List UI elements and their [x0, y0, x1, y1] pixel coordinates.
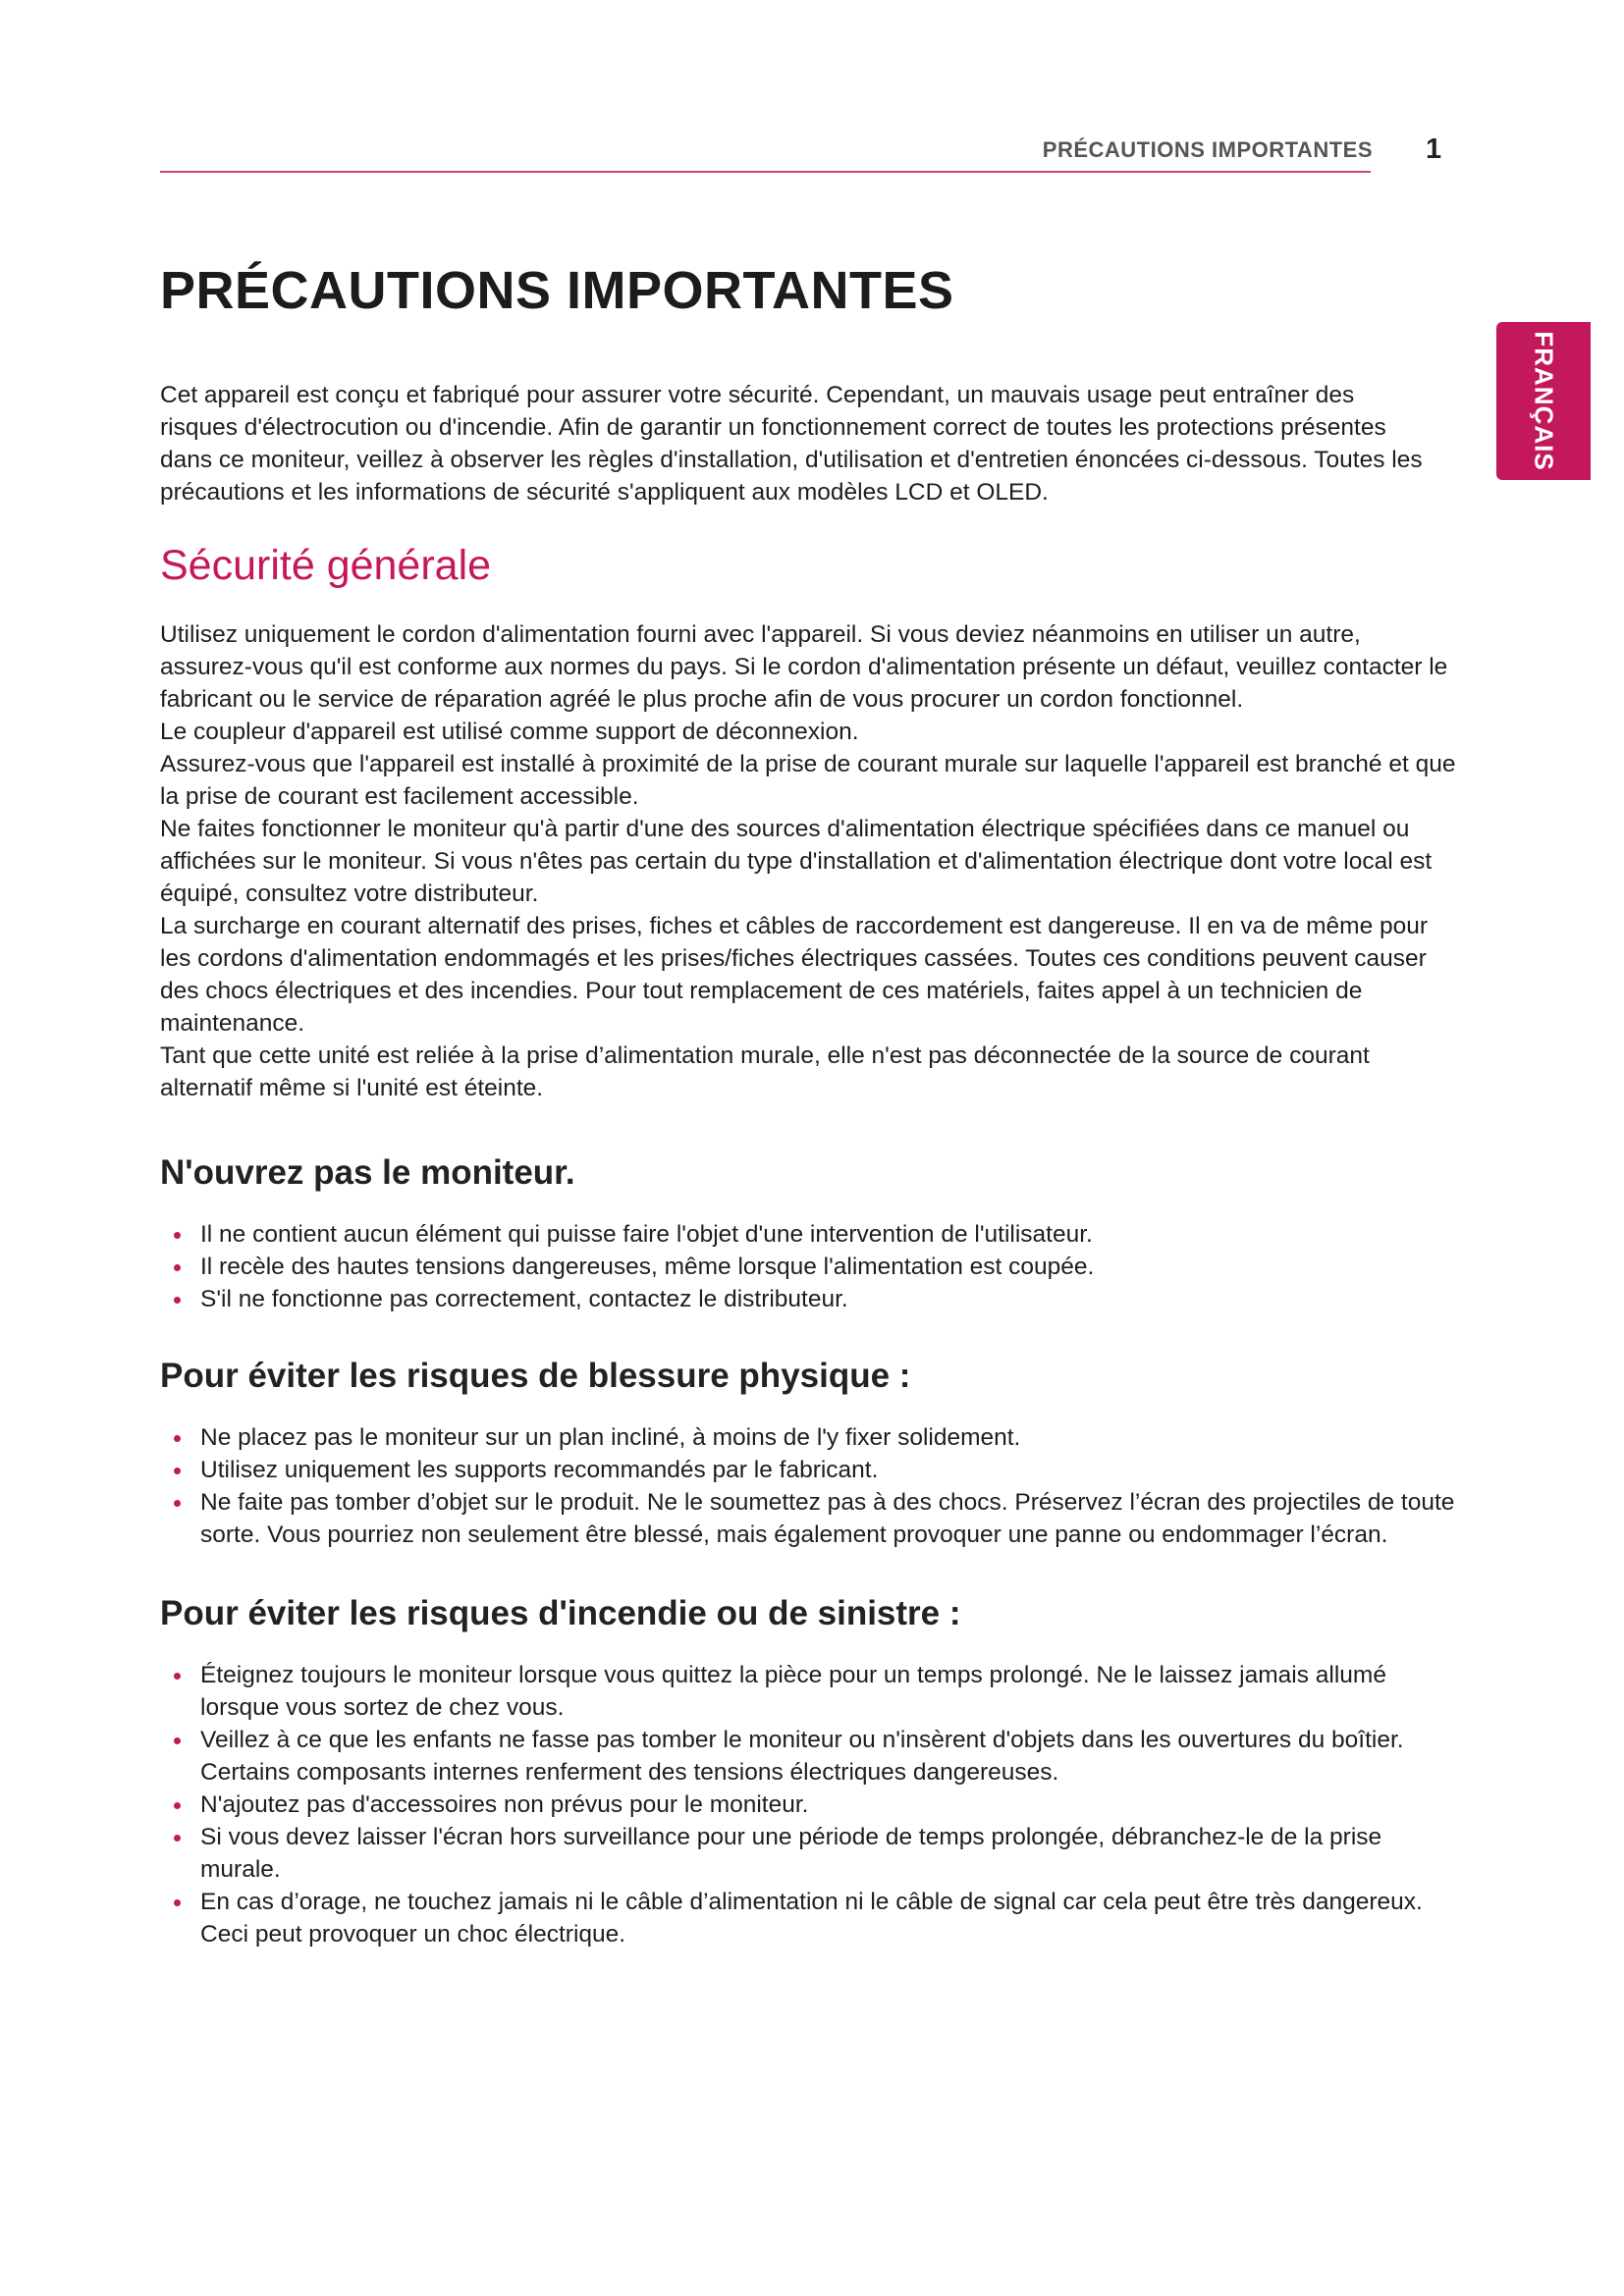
list-item: Il ne contient aucun élément qui puisse faire l'objet d'une intervention de l'utilisateur. — [174, 1218, 1456, 1251]
general-paragraph: Le coupleur d'appareil est utilisé comme support de déconnexion. — [160, 719, 859, 745]
list-item: Ne faite pas tomber d’objet sur le produit. Ne le soumettez pas à des chocs. Préservez l’écran des projectiles de toute sorte. Vous pourriez non seulement être blessé, mais également provoquer une panne ou endommager l’écran. — [174, 1486, 1456, 1551]
bullet-dot-icon — [174, 1673, 181, 1680]
bullet-dot-icon — [174, 1737, 181, 1744]
heading-injury-risks: Pour éviter les risques de blessure physique : — [160, 1357, 911, 1395]
language-tab-label: FRANÇAIS — [1529, 331, 1559, 471]
bullet-dot-icon — [174, 1835, 181, 1842]
list-item: Utilisez uniquement les supports recommandés par le fabricant. — [174, 1454, 1456, 1486]
list-item: Ne placez pas le moniteur sur un plan incliné, à moins de l'y fixer solidement. — [174, 1421, 1456, 1454]
language-tab — [1496, 322, 1591, 480]
list-item: Il recèle des hautes tensions dangereuses, même lorsque l'alimentation est coupée. — [174, 1251, 1456, 1283]
header-divider — [160, 171, 1371, 173]
list-do-not-open — [174, 1218, 1456, 1315]
general-paragraph: Tant que cette unité est reliée à la prise d’alimentation murale, elle n'est pas déconnectée de la source de courant alternatif même si l'unité est éteinte. — [160, 1042, 1370, 1101]
list-item: Si vous devez laisser l'écran hors surveillance pour une période de temps prolongée, débranchez-le de la prise murale. — [174, 1821, 1456, 1886]
running-header-title: PRÉCAUTIONS IMPORTANTES — [1042, 137, 1373, 162]
bullet-dot-icon — [174, 1468, 181, 1474]
page-content — [160, 259, 1456, 1950]
heading-fire-risks: Pour éviter les risques d'incendie ou de sinistre : — [160, 1594, 961, 1632]
bullet-dot-icon — [174, 1264, 181, 1271]
general-paragraph: Utilisez uniquement le cordon d'alimentation fourni avec l'appareil. Si vous deviez néanmoins en utiliser un autre, assurez-vous qu'il est conforme aux normes du pays. Si le cordon d'alimentation présente un défaut, veuillez contacter le fabricant ou le service de réparation agréé le plus proche afin de vous procurer un cordon fonctionnel. — [160, 621, 1448, 713]
list-item: En cas d’orage, ne touchez jamais ni le câble d’alimentation ni le câble de signal car cela peut être très dangereux. Ceci peut provoquer un choc électrique. — [174, 1886, 1456, 1950]
page-number: 1 — [1426, 133, 1442, 165]
list-item: S'il ne fonctionne pas correctement, contactez le distributeur. — [174, 1283, 1456, 1315]
bullet-dot-icon — [174, 1899, 181, 1906]
bullet-dot-icon — [174, 1802, 181, 1809]
list-fire-risks — [174, 1659, 1456, 1950]
general-paragraph: Ne faites fonctionner le moniteur qu'à partir d'une des sources d'alimentation électrique spécifiées dans ce manuel ou affichées sur le moniteur. Si vous n'êtes pas certain du type d'installation et d'alimentation électrique dont votre local est équipé, consultez votre distributeur. — [160, 816, 1433, 907]
bullet-dot-icon — [174, 1435, 181, 1442]
heading-do-not-open: N'ouvrez pas le moniteur. — [160, 1153, 575, 1192]
general-paragraph: La surcharge en courant alternatif des prises, fiches et câbles de raccordement est dangereuse. Il en va de même pour les cordons d'alimentation endommagés et les prises/fiches électriques cassées. Toutes ces conditions peuvent causer des chocs électriques et des incendies. Pour tout remplacement de ces matériels, faites appel à un technicien de maintenance. — [160, 913, 1429, 1037]
section-title-general-safety: Sécurité générale — [160, 542, 492, 589]
list-item: Éteignez toujours le moniteur lorsque vous quittez la pièce pour un temps prolongé. Ne le laissez jamais allumé lorsque vous sortez de chez vous. — [174, 1659, 1456, 1724]
list-item: N'ajoutez pas d'accessoires non prévus pour le moniteur. — [174, 1789, 1456, 1821]
bullet-dot-icon — [174, 1500, 181, 1507]
bullet-dot-icon — [174, 1232, 181, 1239]
page-title: PRÉCAUTIONS IMPORTANTES — [160, 261, 954, 320]
general-safety-body — [160, 618, 1456, 1104]
intro-paragraph: Cet appareil est conçu et fabriqué pour assurer votre sécurité. Cependant, un mauvais usage peut entraîner des risques d'électrocution ou d'incendie. Afin de garantir un fonctionnement correct de toutes les protections présentes dans ce moniteur, veillez à observer les règles d'installation, d'utilisation et d'entretien énoncées ci-dessous. Toutes les précautions et les informations de sécurité s'appliquent aux modèles LCD et OLED. — [160, 382, 1423, 506]
bullet-dot-icon — [174, 1297, 181, 1304]
general-paragraph: Assurez-vous que l'appareil est installé à proximité de la prise de courant murale sur laquelle l'appareil est branché et que la prise de courant est facilement accessible. — [160, 751, 1456, 810]
list-item: Veillez à ce que les enfants ne fasse pas tomber le moniteur ou n'insèrent d'objets dans les ouvertures du boîtier. Certains composants internes renferment des tensions électriques dangereuses. — [174, 1724, 1456, 1789]
list-injury-risks — [174, 1421, 1456, 1551]
